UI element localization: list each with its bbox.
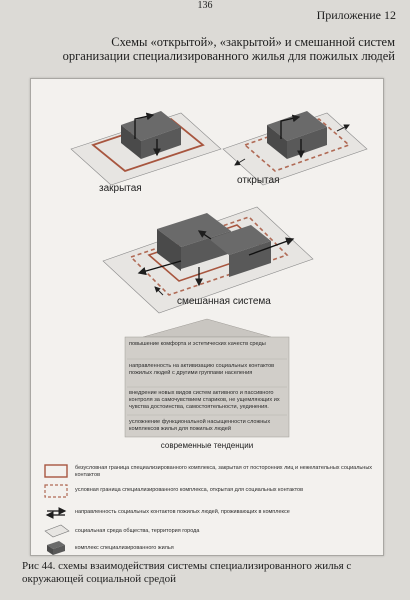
schemes-diagram [31, 79, 383, 555]
page-number: 136 [197, 0, 213, 11]
trend-item-1: повышение комфорта и эстетических качеств среды [129, 341, 266, 347]
closed-label: закрытая [99, 183, 142, 194]
closed-system-scheme [71, 111, 221, 194]
trend-item-4: усложнение функциональной насыщенности сложных комплексов жилья для пожилых людей [129, 419, 271, 432]
legend-row-dashed-border [45, 487, 375, 503]
legend-text: безусловная граница специализированного комплекса, закрытая от посторонних лиц и нежелательных социальных контактов [75, 465, 373, 478]
open-label: открытая [237, 175, 280, 186]
appendix-label: Приложение 12 [316, 8, 396, 22]
page-heading [20, 35, 395, 63]
legend-row-city [45, 528, 375, 544]
heading-line-1: Схемы «открытой», «закрытой» и смешанной систем [111, 35, 395, 49]
mixed-system-scheme [103, 207, 313, 313]
legend-text: направленность социальных контактов пожилых людей, проживающих в комплексе [75, 509, 290, 515]
trend-item-2: направленность на активизацию социальных контактов пожилых людей с другими группами населения [129, 363, 275, 376]
figure-panel [30, 78, 384, 556]
open-system-scheme [223, 111, 367, 186]
legend-text: комплекс специализированного жилья [75, 545, 174, 551]
legend-row-solid-border [45, 465, 375, 481]
figure-caption: Рис 44. схемы взаимодействия системы специализированного жилья с окружающей социальной средой [22, 560, 352, 585]
mixed-label: смешанная система [177, 296, 271, 307]
trend-item-3: внедрение новых видов систем активного и пассивного контроля за самочувствием стариков, не ущемляющих их чувства достоинства, самостоятельности, уединения. [129, 390, 280, 410]
legend-row-building [45, 545, 375, 561]
legend-text: социальная среда общества, территория города [75, 528, 200, 534]
legend-row-arrows [45, 509, 375, 525]
heading-line-2: организации специализированного жилья для пожилых людей [62, 49, 395, 63]
trends-caption: современные тенденции [160, 441, 254, 450]
legend-text: условная граница специализированного комплекса, открытая для социальных контактов [75, 487, 304, 493]
